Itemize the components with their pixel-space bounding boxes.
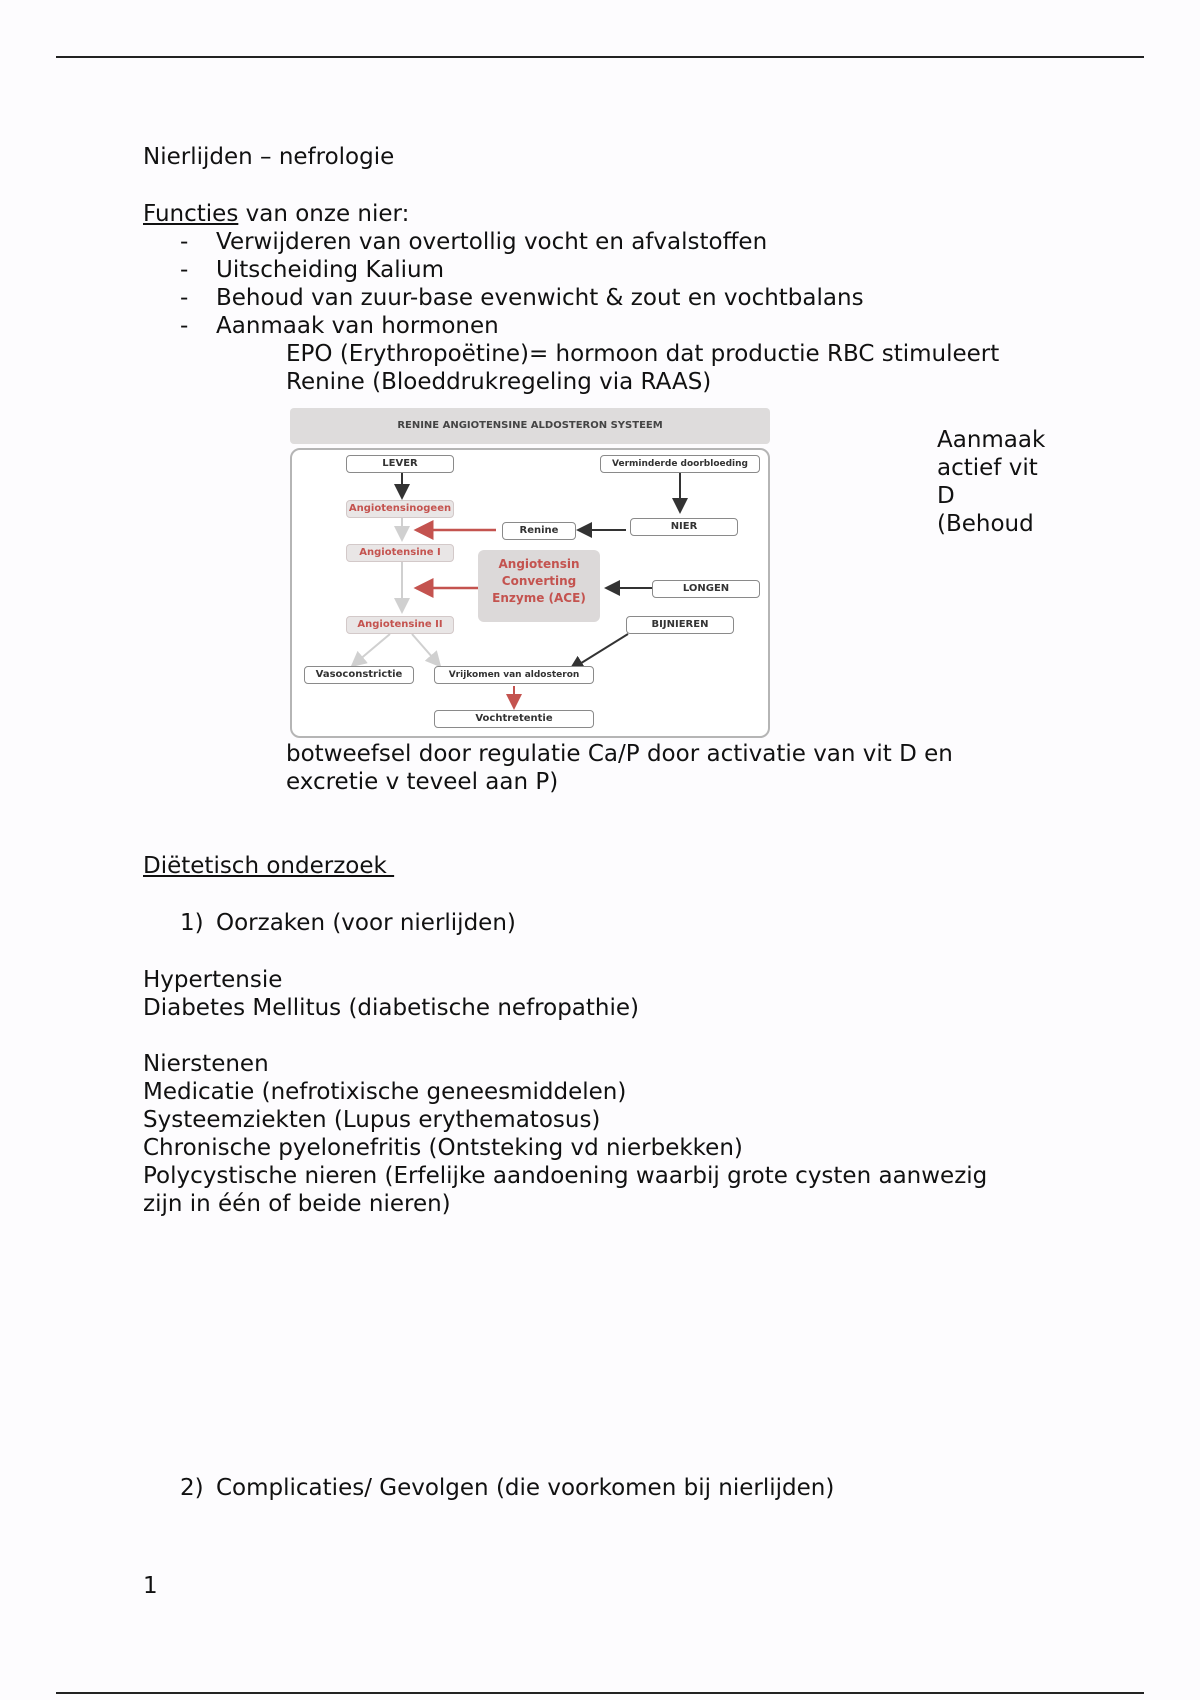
box-vrijkomen-aldosteron: Vrijkomen van aldosteron	[434, 666, 594, 684]
hormone-renine: Renine (Bloeddrukregeling via RAAS)	[286, 369, 712, 395]
functions-heading-underlined: Functies	[143, 201, 239, 227]
box-renine: Renine	[502, 522, 576, 540]
cause-item: Systeemziekten (Lupus erythematosus)	[143, 1107, 601, 1133]
side-note-line: (Behoud	[937, 511, 1034, 537]
bullet-dash: -	[180, 229, 189, 255]
footer-rule	[56, 1692, 1144, 1694]
side-note-line: Aanmaak	[937, 427, 1046, 453]
box-bijnieren: BIJNIEREN	[626, 616, 734, 634]
section2-number: 2)	[180, 1475, 204, 1501]
page-number: 1	[143, 1573, 158, 1599]
functions-heading-rest: van onze nier:	[238, 201, 410, 227]
side-note-line: D	[937, 483, 955, 509]
arrow-bijnieren-aldosteron	[570, 634, 628, 670]
bullet-dash: -	[180, 313, 189, 339]
header-rule	[56, 56, 1144, 58]
section1-title: Oorzaken (voor nierlijden)	[216, 910, 516, 936]
continuation-line: excretie v teveel aan P)	[286, 769, 559, 795]
arrow-ang2-vasoconstrictie	[352, 634, 390, 666]
hormone-epo: EPO (Erythropoëtine)= hormoon dat productie RBC stimuleert	[286, 341, 1000, 367]
cause-item: Hypertensie	[143, 967, 283, 993]
cause-item: Chronische pyelonefritis (Ontsteking vd nierbekken)	[143, 1135, 743, 1161]
ace-line: Angiotensin	[498, 557, 580, 571]
ace-line: Enzyme (ACE)	[492, 591, 586, 605]
box-longen: LONGEN	[652, 580, 760, 598]
bullet-dash: -	[180, 257, 189, 283]
cause-item: zijn in één of beide nieren)	[143, 1191, 451, 1217]
list-item: Aanmaak van hormonen	[216, 313, 499, 339]
side-note-line: actief vit	[937, 455, 1038, 481]
box-ace	[478, 550, 600, 622]
functions-heading	[143, 200, 409, 228]
section2-title: Complicaties/ Gevolgen (die voorkomen bij nierlijden)	[216, 1475, 835, 1501]
box-vochtretentie: Vochtretentie	[434, 710, 594, 728]
box-nier: NIER	[630, 518, 738, 536]
page-title: Nierlijden – nefrologie	[143, 144, 395, 170]
bullet-dash: -	[180, 285, 189, 311]
list-item: Verwijderen van overtollig vocht en afvalstoffen	[216, 229, 768, 255]
cause-item: Polycystische nieren (Erfelijke aandoening waarbij grote cysten aanwezig	[143, 1163, 988, 1189]
list-item: Uitscheiding Kalium	[216, 257, 445, 283]
box-angiotensinogeen: Angiotensinogeen	[346, 500, 454, 518]
raas-diagram	[290, 408, 770, 738]
box-verminderde-doorbloeding: Verminderde doorbloeding	[600, 455, 760, 473]
list-item: Behoud van zuur-base evenwicht & zout en vochtbalans	[216, 285, 864, 311]
cause-item: Medicatie (nefrotixische geneesmiddelen)	[143, 1079, 627, 1105]
cause-item: Nierstenen	[143, 1051, 269, 1077]
box-vasoconstrictie: Vasoconstrictie	[304, 666, 414, 684]
box-angiotensine-i: Angiotensine I	[346, 544, 454, 562]
arrow-ang2-aldosteron	[412, 634, 440, 666]
box-angiotensine-ii: Angiotensine II	[346, 616, 454, 634]
diagram-title: RENINE ANGIOTENSINE ALDOSTERON SYSTEEM	[397, 420, 663, 431]
box-lever: LEVER	[346, 455, 454, 473]
ace-line: Converting	[501, 574, 577, 588]
continuation-line: botweefsel door regulatie Ca/P door activatie van vit D en	[286, 741, 953, 767]
cause-item: Diabetes Mellitus (diabetische nefropathie)	[143, 995, 639, 1021]
section1-number: 1)	[180, 910, 204, 936]
dietetic-heading: Diëtetisch onderzoek	[143, 853, 395, 879]
